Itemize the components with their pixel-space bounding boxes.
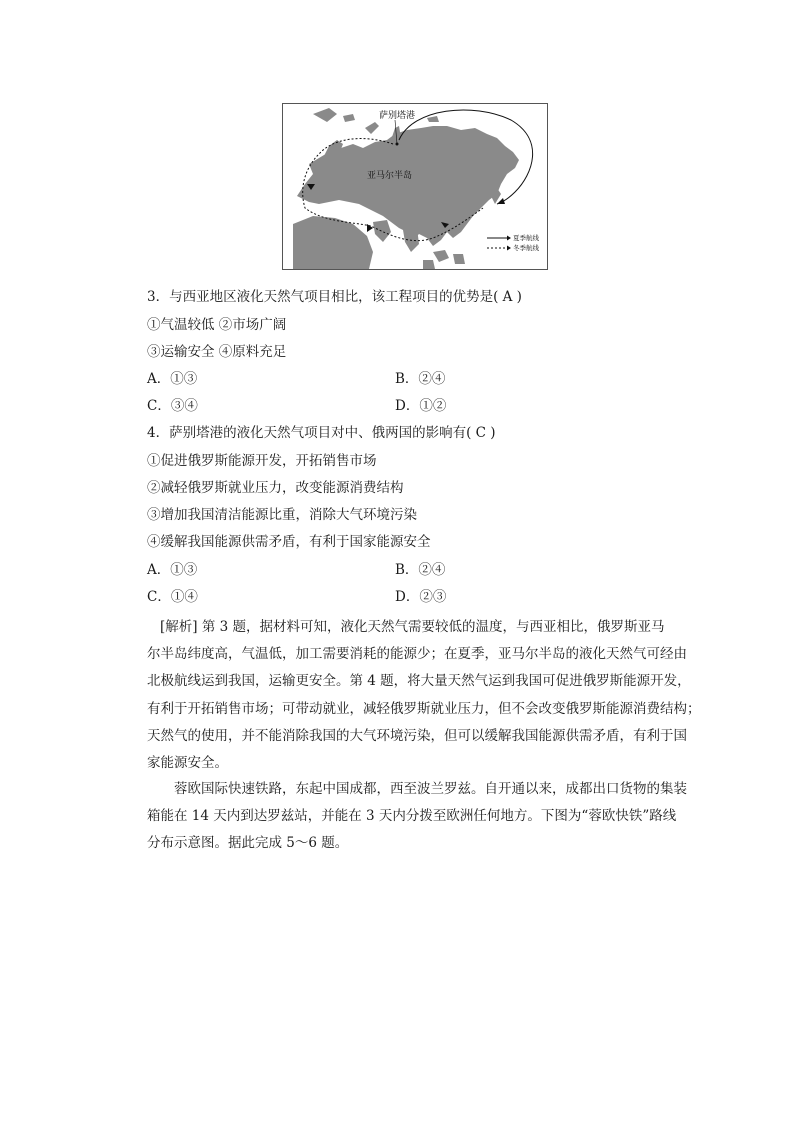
route-map-figure bbox=[282, 103, 548, 270]
question-4-statement-3: ③增加我国清洁能源比重，消除大气环境污染 bbox=[147, 507, 417, 523]
analysis-line: 有利于开拓销售市场；可带动就业，减轻俄罗斯就业压力，但不会改变俄罗斯能源消费结构； bbox=[147, 700, 701, 717]
question-3-statements-2: ③运输安全 ④原料充足 bbox=[147, 344, 287, 360]
legend-winter-label: 冬季航线 bbox=[513, 244, 539, 252]
analysis-line: 尔半岛纬度高，气温低，加工需要消耗的能源少；在夏季，亚马尔半岛的液化天然气可经由 bbox=[147, 646, 687, 663]
legend-summer-arrow bbox=[507, 236, 511, 241]
summer-route-arrow bbox=[497, 198, 505, 204]
question-3-choice-b: B．②④ bbox=[395, 371, 446, 387]
intro-line: 分布示意图。据此完成 5～6 题。 bbox=[147, 835, 349, 852]
question-4-choice-c: C．①④ bbox=[147, 589, 198, 605]
question-4-choice-a: A．①③ bbox=[147, 562, 198, 578]
analysis-line: 家能源安全。 bbox=[147, 755, 228, 772]
question-4-statement-1: ①促进俄罗斯能源开发，开拓销售市场 bbox=[147, 453, 377, 469]
label-yamal-peninsula: 亚马尔半岛 bbox=[367, 171, 413, 181]
winter-route-arrow-2 bbox=[367, 224, 373, 232]
question-3-choice-c: C．③④ bbox=[147, 398, 198, 414]
label-sabetta-port: 萨别塔港 bbox=[379, 111, 416, 121]
analysis-line: [解析] 第 3 题，据材料可知，液化天然气需要较低的温度，与西亚相比，俄罗斯亚马 bbox=[160, 619, 665, 635]
sea-islands bbox=[423, 250, 465, 269]
question-3-stem: 3．与西亚地区液化天然气项目相比，该工程项目的优势是( A ) bbox=[147, 289, 522, 305]
question-4-stem: 4．萨别塔港的液化天然气项目对中、俄两国的影响有( C ) bbox=[147, 425, 496, 441]
intro-line: 箱能在 14 天内到达罗兹站，并能在 3 天内分拨至欧洲任何地方。下图为“蓉欧快铁”路线 bbox=[147, 808, 677, 825]
analysis-line: 北极航线运到我国，运输更安全。第 4 题，将大量天然气运到我国可促进俄罗斯能源开发， bbox=[147, 673, 691, 690]
intro-paragraph bbox=[147, 776, 687, 858]
analysis-line: 天然气的使用，并不能消除我国的大气环境污染，但可以缓解我国能源供需矛盾，有利于国 bbox=[147, 727, 687, 744]
question-4-choice-b: B．②④ bbox=[395, 562, 446, 578]
question-3-choice-a: A．①③ bbox=[147, 371, 198, 387]
legend-summer-label: 夏季航线 bbox=[513, 234, 539, 242]
analysis-paragraph bbox=[147, 614, 701, 777]
question-4-choice-d: D．②③ bbox=[395, 589, 447, 605]
greenland bbox=[313, 108, 337, 122]
question-3-choice-d: D．①② bbox=[395, 398, 447, 414]
intro-line: 蓉欧国际快速铁路，东起中国成都，西至波兰罗兹。自开通以来，成都出口货物的集装 bbox=[174, 781, 687, 797]
map-legend bbox=[487, 233, 540, 252]
route-map bbox=[283, 104, 547, 269]
question-4-statement-2: ②减轻俄罗斯就业压力，改变能源消费结构 bbox=[147, 480, 404, 496]
question-3-statements-1: ①气温较低 ②市场广阔 bbox=[147, 317, 287, 333]
legend-winter-arrow bbox=[507, 246, 511, 251]
question-4-statement-4: ④缓解我国能源供需矛盾，有利于国家能源安全 bbox=[147, 534, 431, 550]
